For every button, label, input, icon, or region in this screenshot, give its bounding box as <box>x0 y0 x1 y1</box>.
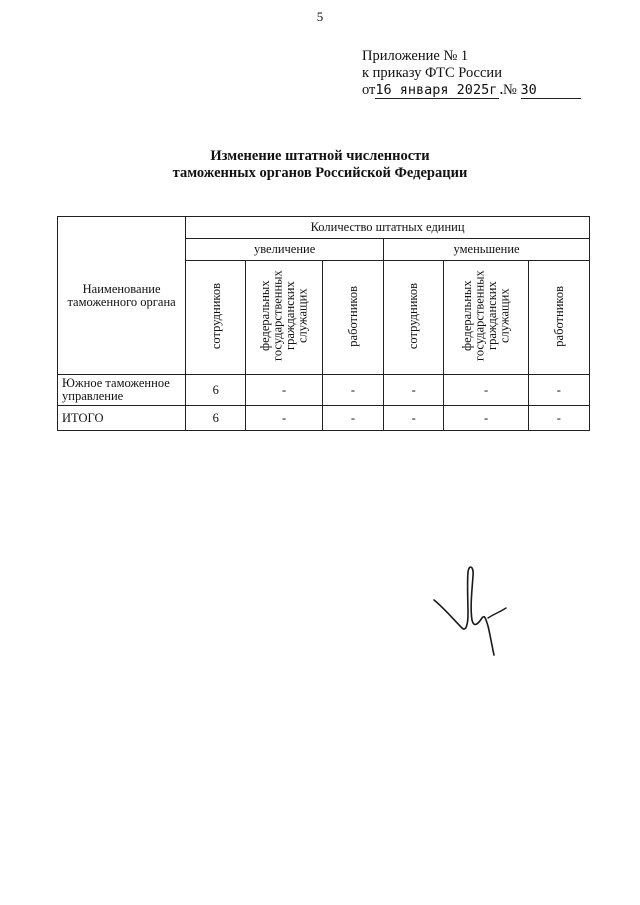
total-label-cell: ИТОГО <box>58 406 186 431</box>
appendix-date-line <box>362 82 602 99</box>
value-cell: - <box>246 406 323 431</box>
page-number: 5 <box>316 9 324 24</box>
appendix-order-ref: к приказу ФТС России <box>362 65 502 81</box>
handwritten-signature <box>430 562 520 657</box>
order-date: 16 января 2025г. <box>375 82 506 98</box>
value-cell: 6 <box>186 375 246 406</box>
value-cell: - <box>528 375 589 406</box>
org-name-cell: Южное таможенное управление <box>58 375 186 406</box>
decrease-employees-label: сотрудников <box>406 282 421 350</box>
document-title <box>0 148 640 182</box>
increase-header: увеличение <box>186 239 384 261</box>
name-column-header: Наименование таможенного органа <box>58 217 186 375</box>
value-cell: - <box>384 375 444 406</box>
from-label: от <box>362 82 376 98</box>
increase-employees-label: сотрудников <box>208 282 223 350</box>
number-label: № <box>503 82 517 98</box>
value-cell: 6 <box>186 406 246 431</box>
value-cell: - <box>528 406 589 431</box>
increase-civil-servants-label: федеральных государственных гражданских служащих <box>258 270 310 362</box>
decrease-civil-servants-header <box>444 261 528 375</box>
table-row-total <box>58 406 590 431</box>
header-row-1 <box>58 217 590 239</box>
decrease-workers-header <box>528 261 589 375</box>
increase-workers-label: работников <box>345 285 360 347</box>
decrease-header: уменьшение <box>384 239 590 261</box>
units-header: Количество штатных единиц <box>186 217 590 239</box>
table-row <box>58 375 590 406</box>
staff-change-table <box>57 216 590 431</box>
value-cell: - <box>246 375 323 406</box>
value-cell: - <box>444 375 528 406</box>
appendix-title: Приложение № 1 <box>362 48 469 64</box>
value-cell: - <box>322 406 383 431</box>
value-cell: - <box>322 375 383 406</box>
value-cell: - <box>444 406 528 431</box>
increase-civil-servants-header <box>246 261 323 375</box>
decrease-workers-label: работников <box>551 285 566 347</box>
increase-workers-header <box>322 261 383 375</box>
title-line-1: Изменение штатной численности <box>210 148 430 164</box>
increase-employees-header <box>186 261 246 375</box>
order-number: 30 <box>521 83 581 99</box>
appendix-block <box>362 48 602 99</box>
title-line-2: таможенных органов Российской Федерации <box>172 165 468 181</box>
value-cell: - <box>384 406 444 431</box>
decrease-civil-servants-label: федеральных государственных гражданских служащих <box>460 270 512 362</box>
decrease-employees-header <box>384 261 444 375</box>
